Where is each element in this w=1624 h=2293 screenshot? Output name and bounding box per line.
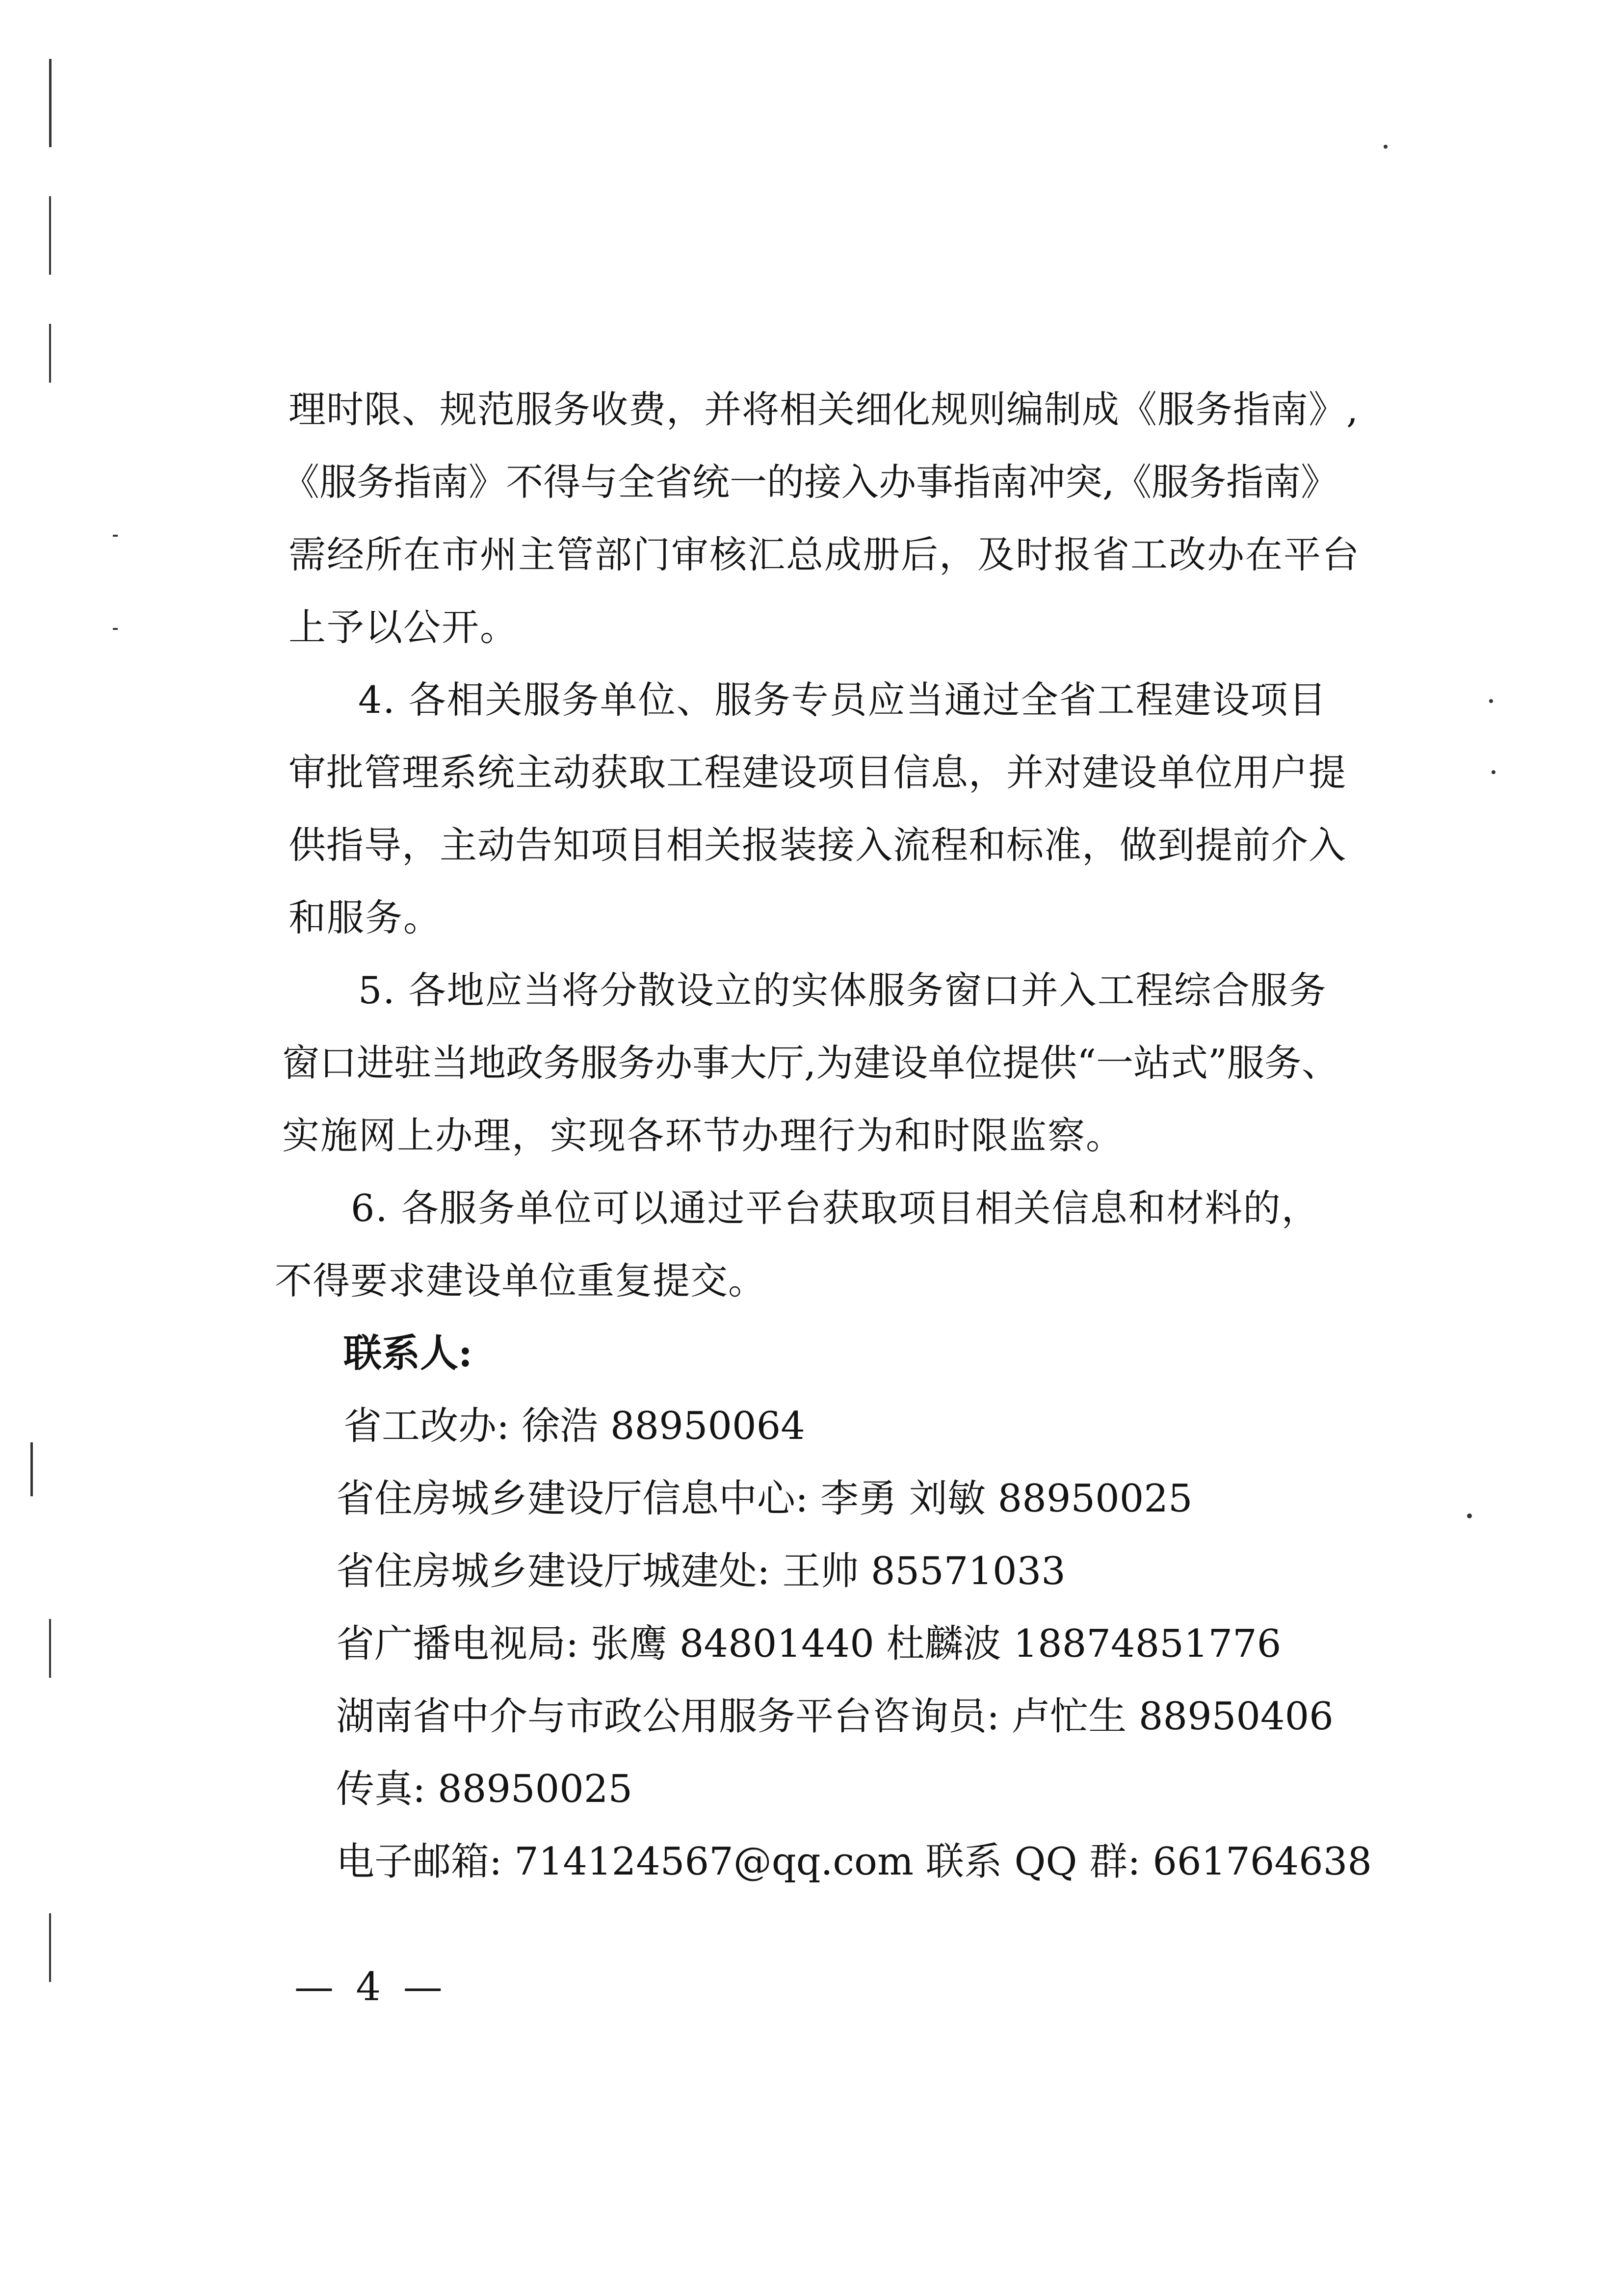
contacts-heading: 联系人: (343, 1331, 472, 1376)
scan-margin-line (49, 196, 51, 275)
contact-line: 湖南省中介与市政公用服务平台咨询员: 卢忙生 88950406 (336, 1694, 1334, 1739)
contact-line: 省广播电视局: 张鹰 84801440 杜麟波 18874851776 (336, 1622, 1282, 1666)
page-number: — 4 — (294, 1964, 447, 2009)
paragraph-5-line-3: 实施网上办理，实现各环节办理行为和时限监察。 (282, 1114, 1124, 1157)
paragraph-4-line-1: 4. 各相关服务单位、服务专员应当通过全省工程建设项目 (358, 678, 1327, 722)
scan-dot (1467, 1513, 1472, 1518)
contact-line: 省住房城乡建设厅信息中心: 李勇 刘敏 88950025 (336, 1477, 1193, 1521)
paragraph-4-line-2: 审批管理系统主动获取工程建设项目信息，并对建设单位用户提 (288, 751, 1346, 794)
contact-line: 省工改办: 徐浩 88950064 (343, 1404, 805, 1448)
scan-dot (1492, 770, 1495, 774)
paragraph-6-line-1: 6. 各服务单位可以通过平台获取项目相关信息和材料的， (351, 1186, 1320, 1230)
paragraph-5-line-1: 5. 各地应当将分散设立的实体服务窗口并入工程综合服务 (358, 968, 1327, 1012)
paragraph-5-line-2: 窗口进驻当地政务服务办事大厅,为建设单位提供“一站式”服务、 (282, 1041, 1339, 1085)
scan-margin-line (49, 1619, 51, 1678)
contact-email-line: 电子邮箱: 714124567@qq.com 联系 QQ 群: 661764638 (336, 1840, 1372, 1884)
contact-line: 传真: 88950025 (336, 1767, 633, 1811)
paragraph-3-line-4: 上予以公开。 (288, 605, 518, 649)
paragraph-6-line-2: 不得要求建设单位重复提交。 (275, 1259, 766, 1303)
scan-margin-line (49, 59, 52, 147)
scan-dot (1384, 145, 1388, 149)
contact-line: 省住房城乡建设厅城建处: 王帅 85571033 (336, 1549, 1066, 1593)
paragraph-3-line-3: 需经所在市州主管部门审核汇总成册后，及时报省工改办在平台 (288, 533, 1360, 576)
paragraph-4-line-3: 供指导，主动告知项目相关报装接入流程和标准，做到提前介入 (288, 823, 1346, 867)
scan-dot (1489, 699, 1493, 703)
paragraph-4-line-4: 和服务。 (288, 896, 442, 939)
scan-dot (113, 535, 118, 537)
paragraph-3-line-2: 《服务指南》不得与全省统一的接入办事指南冲突,《服务指南》 (282, 460, 1338, 504)
scan-margin-line (49, 1913, 51, 1982)
scan-dot (113, 628, 118, 630)
scan-margin-line (30, 1442, 33, 1496)
paragraph-3-line-1: 理时限、规范服务收费，并将相关细化规则编制成《服务指南》, (288, 388, 1359, 431)
scan-margin-line (49, 324, 51, 383)
